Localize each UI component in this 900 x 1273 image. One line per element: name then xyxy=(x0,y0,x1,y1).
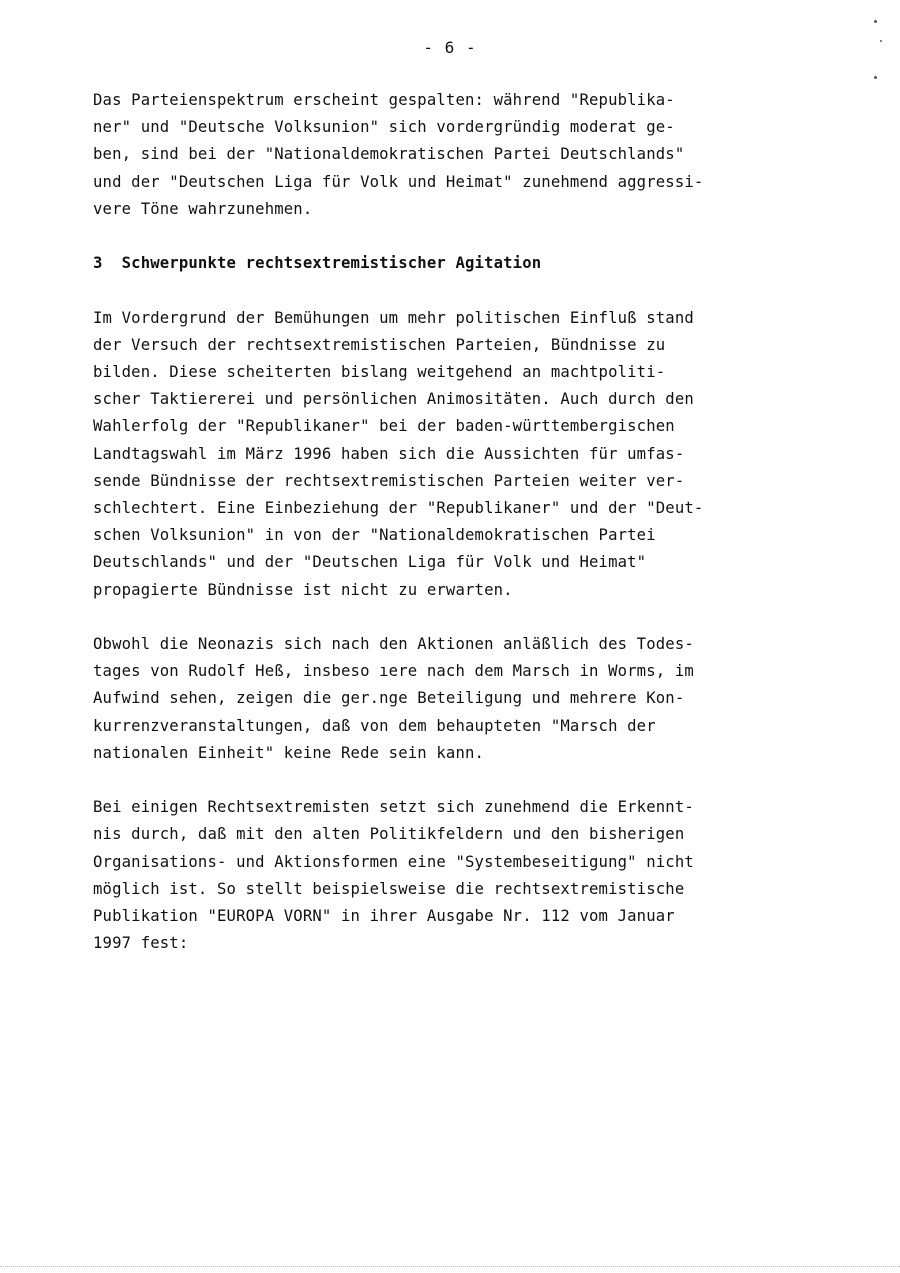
paragraph xyxy=(93,794,823,957)
scan-speck xyxy=(874,76,877,79)
paragraph-gap xyxy=(93,277,823,304)
text-line: der Versuch der rechtsextremistischen Parteien, Bündnisse zu xyxy=(93,335,666,354)
text-line: ben, sind bei der "Nationaldemokratischen Partei Deutschlands" xyxy=(93,145,685,164)
text-line: Im Vordergrund der Bemühungen um mehr politischen Einfluß stand xyxy=(93,308,694,327)
heading-text: 3 Schwerpunkte rechtsextremistischer Agitation xyxy=(93,254,542,273)
text-line: Wahlerfolg der "Republikaner" bei der baden-württembergischen xyxy=(93,417,675,436)
scan-speck xyxy=(874,20,877,23)
paragraph xyxy=(93,87,823,223)
text-line: und der "Deutschen Liga für Volk und Heimat" zunehmend aggressi- xyxy=(93,172,704,191)
text-line: Landtagswahl im März 1996 haben sich die Aussichten für umfas- xyxy=(93,444,685,463)
text-line: bilden. Diese scheiterten bislang weitgehend an machtpoliti- xyxy=(93,363,666,381)
text-line: nis durch, daß mit den alten Politikfeldern und den bisherigen xyxy=(93,825,685,844)
document-body xyxy=(93,87,823,957)
text-line: 1997 fest: xyxy=(93,934,189,953)
scan-edge-line xyxy=(0,1266,900,1268)
paragraph-gap xyxy=(93,767,823,794)
text-line: Publikation "EUROPA VORN" in ihrer Ausgabe Nr. 112 vom Januar xyxy=(93,907,675,926)
text-line: Deutschlands" und der "Deutschen Liga für Volk und Heimat" xyxy=(93,553,647,572)
text-line: kurrenzveranstaltungen, daß von dem behaupteten "Marsch der xyxy=(93,716,656,735)
text-line: Obwohl die Neonazis sich nach den Aktionen anläßlich des Todes- xyxy=(93,635,694,654)
text-line: vere Töne wahrzunehmen. xyxy=(93,199,313,218)
text-line: schlechtert. Eine Einbeziehung der "Republikaner" und der "Deut- xyxy=(93,499,704,518)
text-line: tages von Rudolf Heß, insbeso ıere nach dem Marsch in Worms, im xyxy=(93,662,694,681)
paragraph xyxy=(93,631,823,767)
scan-speck xyxy=(880,40,882,42)
section-heading xyxy=(93,250,823,277)
text-line: scher Taktiererei und persönlichen Animositäten. Auch durch den xyxy=(93,390,694,409)
text-line: sende Bündnisse der rechtsextremistischen Parteien weiter ver- xyxy=(93,471,685,490)
text-line: Organisations- und Aktionsformen eine "Systembeseitigung" nicht xyxy=(93,852,694,871)
text-line: propagierte Bündnisse ist nicht zu erwarten. xyxy=(93,580,513,599)
text-line: nationalen Einheit" keine Rede sein kann. xyxy=(93,743,485,762)
text-line: möglich ist. So stellt beispielsweise die rechtsextremistische xyxy=(93,879,685,898)
text-line: Aufwind sehen, zeigen die ger.nge Beteiligung und mehrere Kon- xyxy=(93,689,685,708)
text-line: ner" und "Deutsche Volksunion" sich vordergründig moderat ge- xyxy=(93,118,675,137)
page-number: - 6 - xyxy=(423,38,477,57)
text-line: schen Volksunion" in von der "Nationaldemokratischen Partei xyxy=(93,526,656,545)
paragraph xyxy=(93,305,823,604)
text-line: Bei einigen Rechtsextremisten setzt sich zunehmend die Erkennt- xyxy=(93,798,694,817)
paragraph-gap xyxy=(93,223,823,250)
paragraph-gap xyxy=(93,604,823,631)
text-line: Das Parteienspektrum erscheint gespalten: während "Republika- xyxy=(93,91,675,109)
